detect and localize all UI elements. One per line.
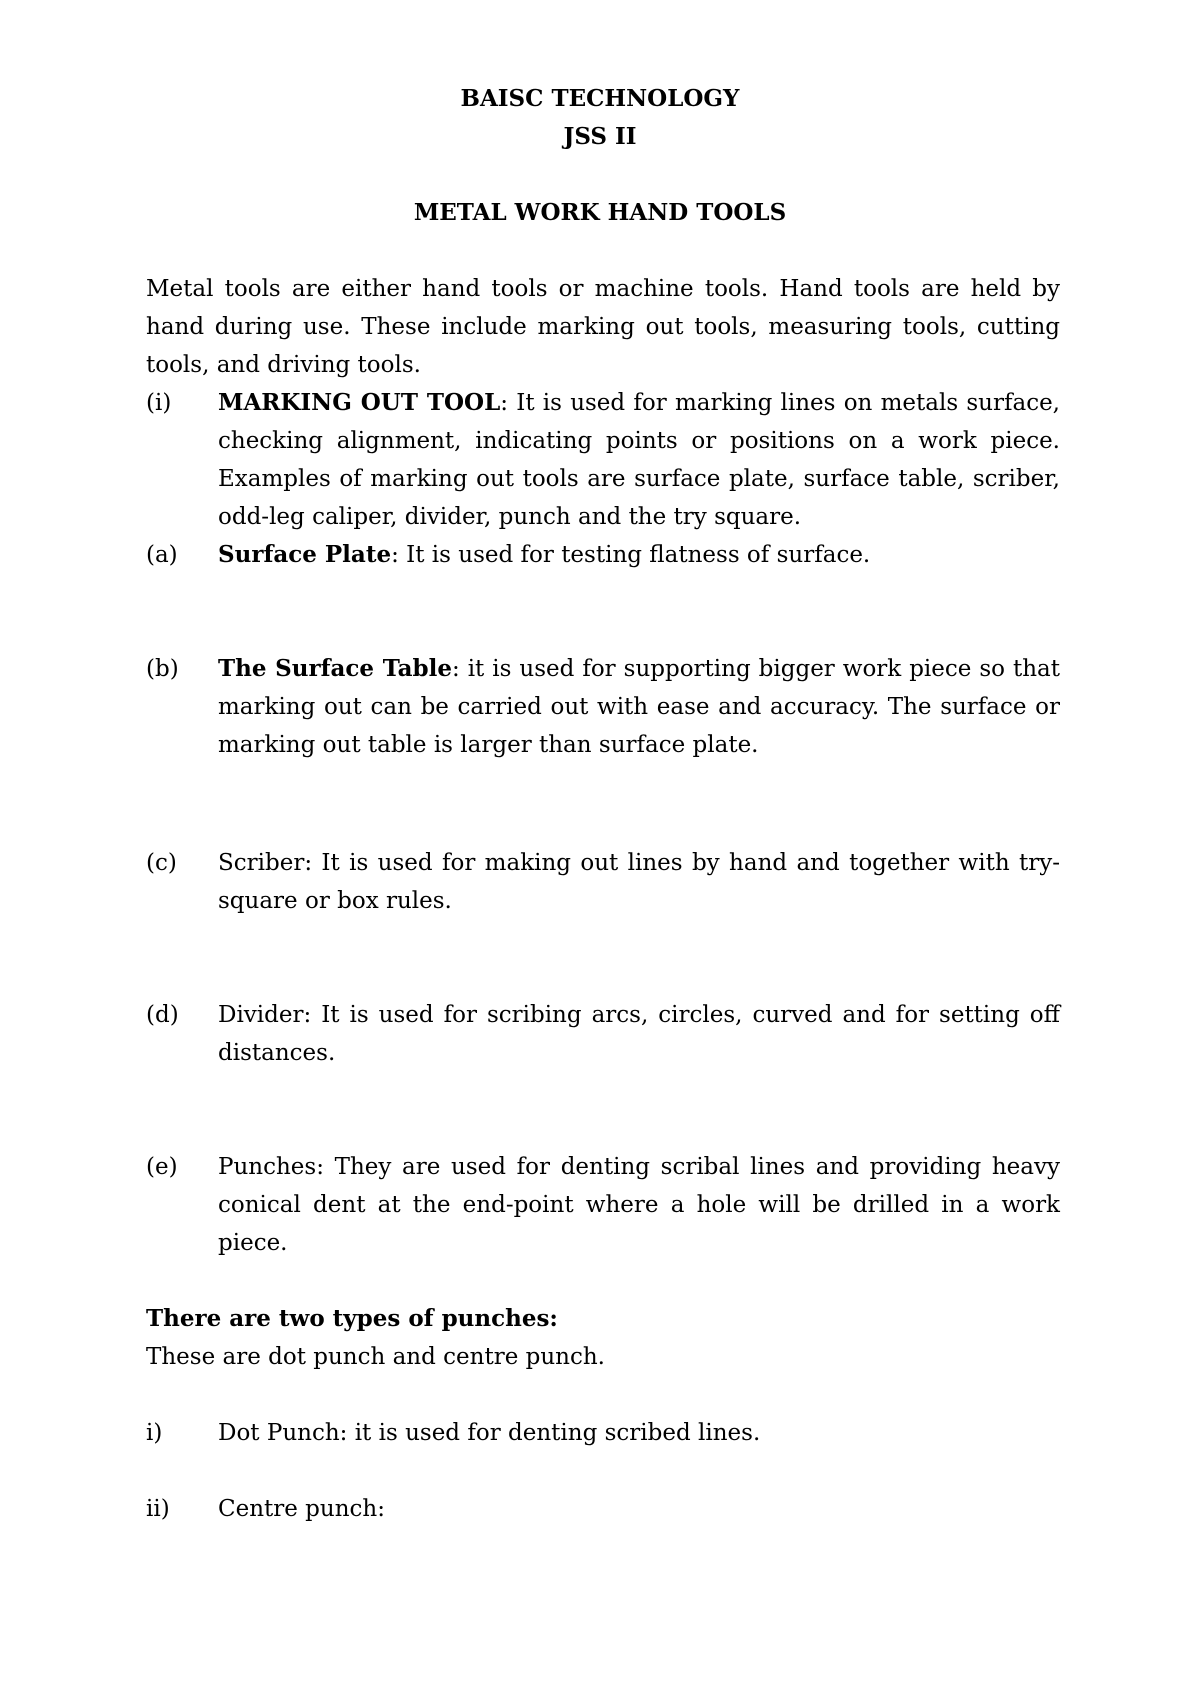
item-text: Scriber: It is used for making out lines by hand and together with try-square or box rules. [218,850,1060,914]
item-text: Dot Punch: it is used for denting scribed lines. [218,1420,761,1446]
item-number: (c) [146,850,177,876]
item-text: Centre punch: [218,1496,385,1522]
item-number: (e) [146,1154,178,1180]
item-text: : It is used for testing flatness of surface. [391,542,871,568]
item-body [218,536,1060,574]
item-body [218,996,1060,1072]
item-text: Punches: They are used for denting scribal lines and providing heavy conical dent at the end-point where a hole will be drilled in a work piece. [218,1154,1060,1256]
class-title: JSS II [563,123,637,150]
item-text: Divider: It is used for scribing arcs, circles, curved and for setting off distances. [218,1002,1060,1066]
item-text: : it is used for supporting bigger work piece so that marking out can be carried out with ease and accuracy. The surface or marking out table is larger than surface plate. [218,656,1060,758]
punches-heading: There are two types of punches: [146,1305,558,1332]
item-number: (i) [146,390,172,416]
item-body [218,844,1060,920]
item-term: MARKING OUT TOOL [218,389,501,416]
item-term: The Surface Table [218,655,452,682]
item-body [218,1148,1060,1262]
item-number: (a) [146,542,178,568]
item-number: i) [146,1420,163,1446]
item-number: (d) [146,1002,179,1028]
topic-title: METAL WORK HAND TOOLS [413,199,787,226]
intro-paragraph: Metal tools are either hand tools or machine tools. Hand tools are held by hand during use. These include marking out tools, measuring tools, cutting tools, and driving tools. [146,276,1060,378]
subject-title: BAISC TECHNOLOGY [460,85,740,112]
item-term: Surface Plate [218,541,392,568]
item-body [218,650,1060,764]
item-number: ii) [146,1496,170,1522]
item-number: (b) [146,656,179,682]
punches-subtext: These are dot punch and centre punch. [146,1344,605,1370]
item-body [218,384,1060,536]
item-text: : It is used for marking lines on metals surface, checking alignment, indicating points or positions on a work piece. Examples of marking out tools are surface plate, surface table, scriber, odd-leg caliper, divider, punch and the try square. [218,390,1060,530]
